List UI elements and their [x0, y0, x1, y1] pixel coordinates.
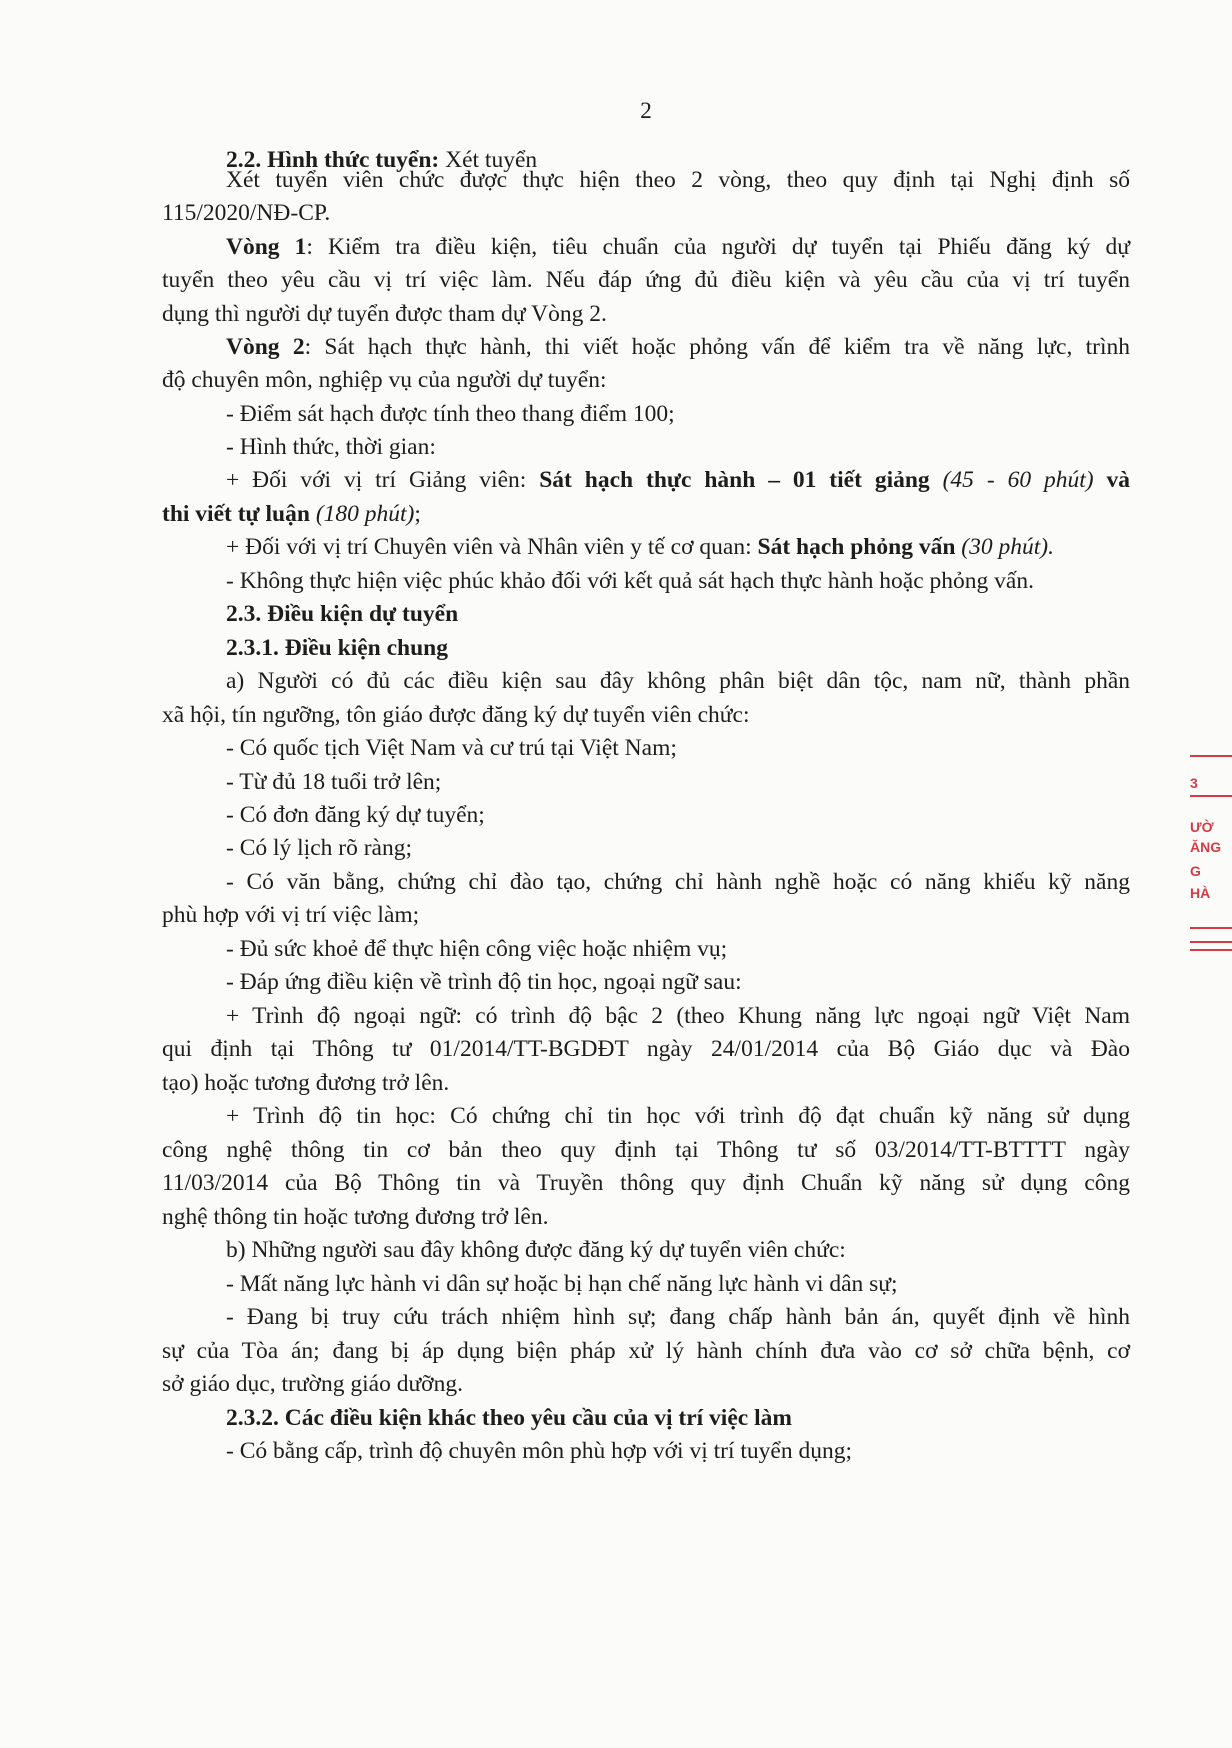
round1-line-1: Vòng 1: Kiểm tra điều kiện, tiêu chuẩn của người dự tuyển tại Phiếu đăng ký dự — [226, 234, 1130, 260]
score-scale: - Điểm sát hạch được tính theo thang điểm 100; — [226, 401, 675, 427]
specialist-line: + Đối với vị trí Chuyên viên và Nhân viên y tế cơ quan: Sát hạch phỏng vấn (30 phút). — [226, 534, 1054, 560]
round2-label: Vòng 2 — [226, 334, 305, 360]
cond-item: - Có lý lịch rõ ràng; — [226, 835, 413, 861]
cond-item: - Từ đủ 18 tuổi trở lên; — [226, 769, 442, 795]
it-line-4: nghệ thông tin hoặc tương đương trở lên. — [162, 1204, 549, 1230]
no-review: - Không thực hiện việc phúc khảo đối với kết quả sát hạch thực hành hoặc phỏng vấn. — [226, 568, 1034, 594]
page-number: 2 — [640, 98, 652, 124]
foreign-line-2: qui định tại Thông tư 01/2014/TT-BGDĐT ngày 24/01/2014 của Bộ Giáo dục và Đào — [162, 1036, 1130, 1062]
section-2-3-2-heading: 2.3.2. Các điều kiện khác theo yêu cầu của vị trí việc làm — [226, 1405, 792, 1431]
section-2-2-title: 2.2. Hình thức tuyển: — [226, 147, 440, 173]
cond-item: - Có đơn đăng ký dự tuyển; — [226, 802, 485, 828]
degree-line-1: - Có văn bằng, chứng chỉ đào tạo, chứng chỉ hành nghề hoặc có năng khiếu kỹ năng — [226, 869, 1130, 895]
red-seal-fragment: 3 ƯỜ ĂNG G HÀ — [1188, 745, 1232, 980]
cond-a-line-1: a) Người có đủ các điều kiện sau đây không phân biệt dân tộc, nam nữ, thành phần — [226, 668, 1130, 694]
round2-line-1: Vòng 2: Sát hạch thực hành, thi viết hoặc phỏng vấn để kiểm tra về năng lực, trình — [226, 334, 1131, 360]
exclusion-2-line-1: - Đang bị truy cứu trách nhiệm hình sự; đang chấp hành bản án, quyết định về hình — [226, 1304, 1130, 1330]
section-2-3-1-heading: 2.3.1. Điều kiện chung — [226, 635, 448, 661]
cond-a-line-2: xã hội, tín ngưỡng, tôn giáo được đăng ký dự tuyển viên chức: — [162, 702, 750, 728]
intro-line-1: Xét tuyển viên chức được thực hiện theo 2 vòng, theo quy định tại Nghị định số — [226, 167, 1130, 193]
section-2-3-heading: 2.3. Điều kiện dự tuyển — [226, 601, 459, 627]
lecturer-line-1: + Đối với vị trí Giảng viên: Sát hạch thực hành – 01 tiết giảng (45 - 60 phút) và — [226, 467, 1131, 493]
foreign-line-1: + Trình độ ngoại ngữ: có trình độ bậc 2 (theo Khung năng lực ngoại ngữ Việt Nam — [226, 1003, 1130, 1029]
health: - Đủ sức khoẻ để thực hiện công việc hoặc nhiệm vụ; — [226, 936, 728, 962]
it-line-1: + Trình độ tin học: Có chứng chỉ tin học với trình độ đạt chuẩn kỹ năng sử dụng — [226, 1103, 1130, 1129]
round1-label: Vòng 1 — [226, 234, 307, 260]
it-line-3: 11/03/2014 của Bộ Thông tin và Truyền thông quy định Chuẩn kỹ năng sử dụng công — [162, 1170, 1130, 1196]
degree-line-2: phù hợp với vị trí việc làm; — [162, 902, 420, 928]
it-line-2: công nghệ thông tin cơ bản theo quy định tại Thông tư số 03/2014/TT-BTTTT ngày — [162, 1137, 1130, 1163]
round1-line-3: dụng thì người dự tuyển được tham dự Vòng 2. — [162, 301, 607, 327]
cond-item: - Có quốc tịch Việt Nam và cư trú tại Việt Nam; — [226, 735, 677, 761]
last-line: - Có bằng cấp, trình độ chuyên môn phù hợp với vị trí tuyển dụng; — [226, 1438, 852, 1464]
lecturer-line-2: thi viết tự luận (180 phút); — [162, 501, 421, 527]
round1-line-2: tuyển theo yêu cầu vị trí việc làm. Nếu đáp ứng đủ điều kiện và yêu cầu của vị trí tuyển — [162, 267, 1130, 293]
it-lang: - Đáp ứng điều kiện về trình độ tin học, ngoại ngữ sau: — [226, 969, 742, 995]
exclusion-2-line-3: sở giáo dục, trường giáo dưỡng. — [162, 1371, 463, 1397]
foreign-line-3: tạo) hoặc tương đương trở lên. — [162, 1070, 450, 1096]
section-2-2-value: Xét tuyển — [439, 147, 538, 173]
exclusion-1: - Mất năng lực hành vi dân sự hoặc bị hạn chế năng lực hành vi dân sự; — [226, 1271, 898, 1297]
cond-b: b) Những người sau đây không được đăng ký dự tuyển viên chức: — [226, 1237, 846, 1263]
round2-line-2: độ chuyên môn, nghiệp vụ của người dự tuyển: — [162, 367, 607, 393]
form-time: - Hình thức, thời gian: — [226, 434, 436, 460]
exclusion-2-line-2: sự của Tòa án; đang bị áp dụng biện pháp xử lý hành chính đưa vào cơ sở chữa bệnh, cơ — [162, 1338, 1130, 1364]
intro-line-2: 115/2020/NĐ-CP. — [162, 200, 331, 226]
